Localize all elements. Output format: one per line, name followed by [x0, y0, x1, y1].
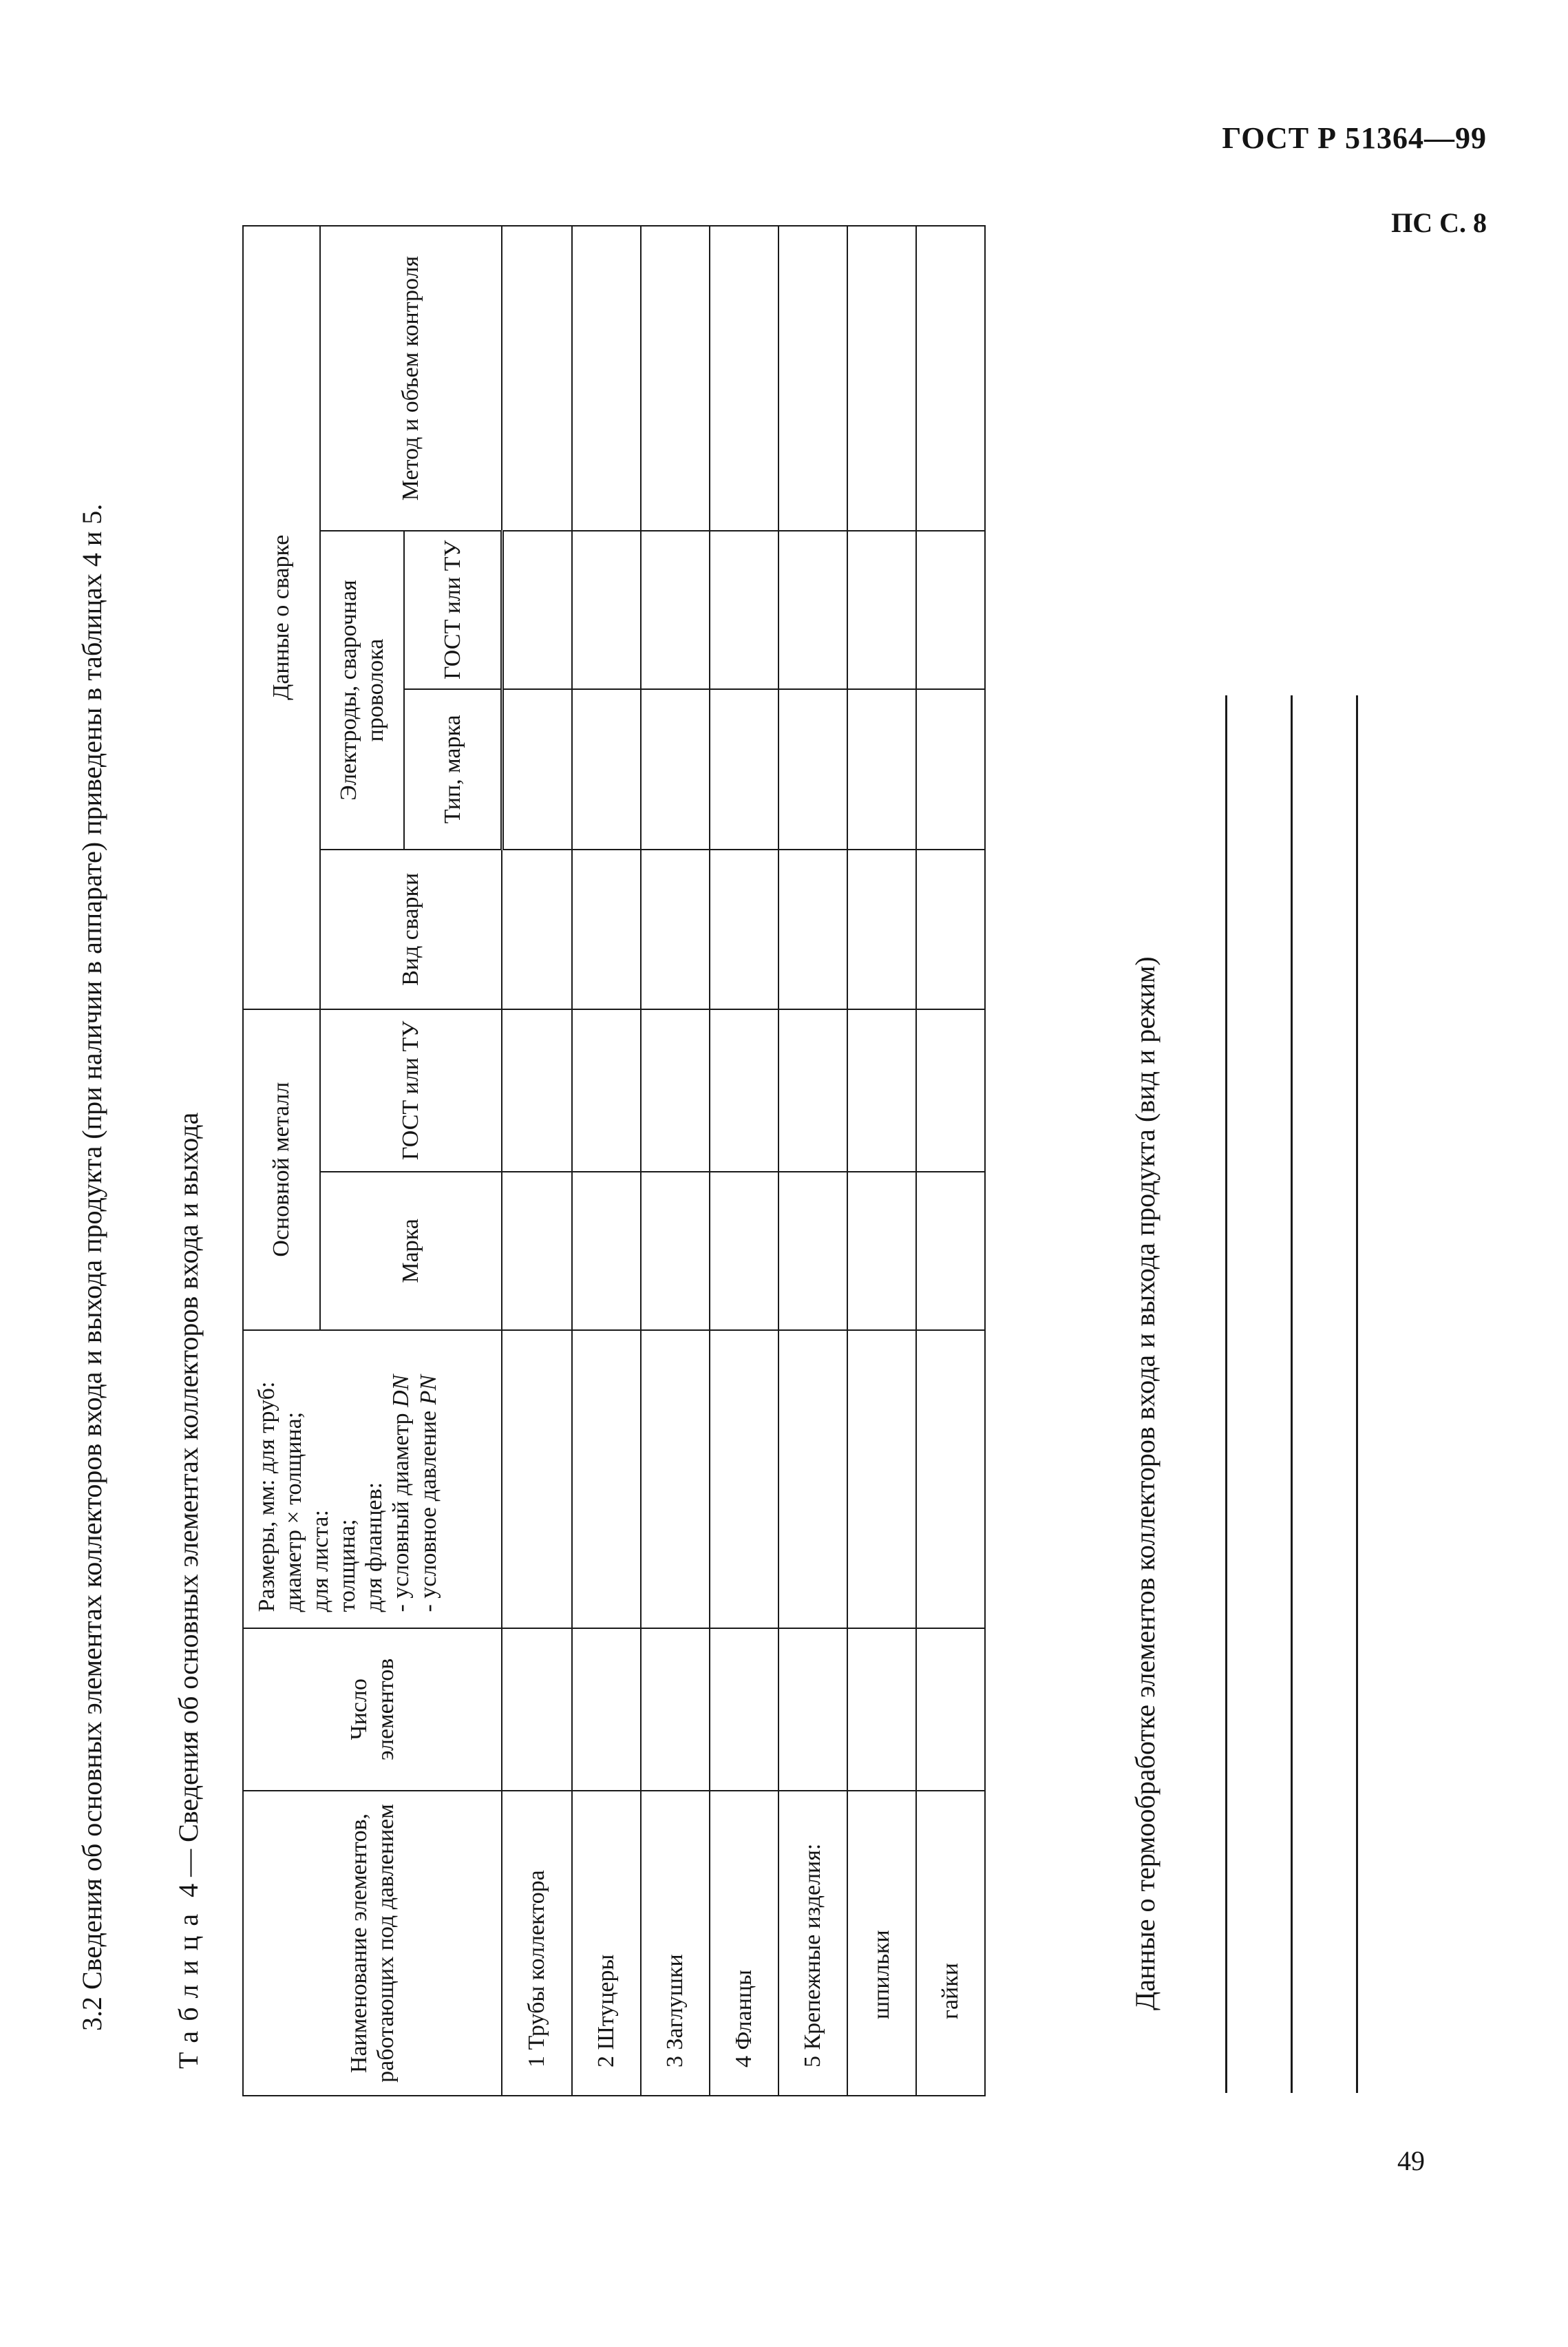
- sizes-line-4: толщина;: [335, 1519, 361, 1612]
- table-cell: [641, 850, 710, 1009]
- table-cell: [847, 1172, 916, 1330]
- section-code: ПС С. 8: [1391, 207, 1487, 238]
- table-cell: [847, 1628, 916, 1791]
- table-cell: [641, 1330, 710, 1628]
- header-element-count: Число элементов: [243, 1628, 502, 1791]
- table-caption: [172, 1113, 204, 2069]
- table-row: [502, 226, 572, 2096]
- table-cell: [916, 1009, 985, 1172]
- row-label: 2 Штуцеры: [572, 1791, 641, 2096]
- table-cell: [641, 531, 710, 689]
- table-cell: [710, 531, 778, 689]
- sizes-line-2: диаметр × толщина;: [281, 1411, 307, 1612]
- row-label: 5 Крепежные изделия:: [778, 1791, 847, 2096]
- table-cell: [572, 226, 641, 531]
- sizes-line-dn: [388, 1338, 414, 1612]
- table-cell: [502, 850, 572, 1009]
- subrow-label: шпильки: [847, 1791, 916, 2096]
- sizes-line-pn: [415, 1338, 442, 1612]
- standard-number: ГОСТ Р 51364—99: [1222, 121, 1487, 155]
- table-cell: [502, 226, 572, 531]
- table-cell: [572, 689, 641, 850]
- table-cell: [572, 1009, 641, 1172]
- header-gost-tu: ГОСТ или ТУ: [320, 1009, 502, 1172]
- table-cell: [710, 1330, 778, 1628]
- fill-in-line: [1291, 695, 1293, 2093]
- table-cell: [502, 531, 572, 689]
- row-label: 3 Заглушки: [641, 1791, 710, 2096]
- table-row: [847, 226, 916, 2096]
- table-cell: [847, 850, 916, 1009]
- sizes-dn-symbol: DN: [388, 1374, 414, 1407]
- header-electrodes: Электроды, сварочная проволока: [320, 531, 404, 850]
- table-row: [641, 226, 710, 2096]
- table-cell: [710, 850, 778, 1009]
- row-label: 1 Трубы коллектора: [502, 1791, 572, 2096]
- table-cell: [916, 1330, 985, 1628]
- table-cell: [847, 1330, 916, 1628]
- header-sizes: [243, 1330, 502, 1628]
- table-cell: [778, 1628, 847, 1791]
- table-cell: [641, 689, 710, 850]
- table-row: [572, 226, 641, 2096]
- table-cell: [502, 689, 572, 850]
- table-cell: [710, 1172, 778, 1330]
- table-cell: [778, 1330, 847, 1628]
- sizes-dn-text: - условный диаметр: [388, 1407, 414, 1612]
- table-row: [710, 226, 778, 2096]
- table-cell: [778, 226, 847, 531]
- heat-treatment-label: Данные о термообработке элементов коллекторов входа и выхода продукта (вид и режим): [1130, 956, 1161, 2010]
- sizes-line-5: для фланцев:: [361, 1482, 388, 1612]
- table-cell: [778, 1172, 847, 1330]
- collector-elements-table: [242, 225, 986, 2096]
- table-cell: [641, 1628, 710, 1791]
- row-label: 4 Фланцы: [710, 1791, 778, 2096]
- header-gost-tu-2: ГОСТ или ТУ: [404, 531, 502, 689]
- sizes-line-3: для листа:: [308, 1510, 334, 1612]
- table-cell: [572, 850, 641, 1009]
- header-welding-data: Данные о сварке: [243, 226, 320, 1009]
- page-number: 49: [1397, 2145, 1425, 2176]
- table-cell: [710, 1009, 778, 1172]
- table-caption-label: Таблица: [173, 1904, 204, 2069]
- header-control-method: Метод и объем контроля: [320, 226, 502, 531]
- table-cell: [502, 1628, 572, 1791]
- table-cell: [778, 689, 847, 850]
- table-cell: [847, 531, 916, 689]
- sizes-pn-symbol: PN: [415, 1374, 441, 1405]
- table-cell: [916, 531, 985, 689]
- table-cell: [847, 226, 916, 531]
- sizes-line-1: Размеры, мм: для труб:: [254, 1381, 279, 1612]
- sizes-pn-text: - условное давление: [415, 1404, 441, 1612]
- header-base-metal: Основной металл: [243, 1009, 320, 1330]
- table-cell: [502, 1009, 572, 1172]
- table-cell: [916, 1628, 985, 1791]
- table-cell: [641, 1172, 710, 1330]
- header-grade: Марка: [320, 1172, 502, 1330]
- table-cell: [710, 1628, 778, 1791]
- table-cell: [778, 531, 847, 689]
- rotated-content: [55, 69, 1459, 2148]
- table-cell: [778, 850, 847, 1009]
- table-cell: [916, 226, 985, 531]
- table-cell: [847, 1009, 916, 1172]
- intro-paragraph: 3.2 Сведения об основных элементах коллекторов входа и выхода продукта (при наличии в аппарате) приведены в таблицах 4 и 5.: [76, 503, 107, 2031]
- table-cell: [572, 1172, 641, 1330]
- table-cell: [710, 689, 778, 850]
- header-element-name: Наименование элементов, работающих под давлением: [243, 1791, 502, 2096]
- table-cell: [778, 1009, 847, 1172]
- fill-in-line: [1356, 695, 1358, 2093]
- table-cell: [847, 689, 916, 850]
- subrow-label: гайки: [916, 1791, 985, 2096]
- fill-in-line: [1225, 695, 1227, 2093]
- table-cell: [916, 1172, 985, 1330]
- table-row: [778, 226, 847, 2096]
- table-cell: [572, 1628, 641, 1791]
- header-type-grade: Тип, марка: [404, 689, 502, 850]
- table-cell: [572, 1330, 641, 1628]
- table-cell: [502, 1172, 572, 1330]
- header-welding-type: Вид сварки: [320, 850, 502, 1009]
- table-cell: [572, 531, 641, 689]
- table-cell: [710, 226, 778, 531]
- table-cell: [641, 1009, 710, 1172]
- table-caption-text: — Сведения об основных элементах коллекторов входа и выхода: [173, 1112, 204, 1877]
- table-row: [916, 226, 985, 2096]
- table-caption-number: 4: [173, 1883, 204, 1897]
- table-cell: [502, 1330, 572, 1628]
- table-cell: [916, 689, 985, 850]
- table-cell: [641, 226, 710, 531]
- table-cell: [916, 850, 985, 1009]
